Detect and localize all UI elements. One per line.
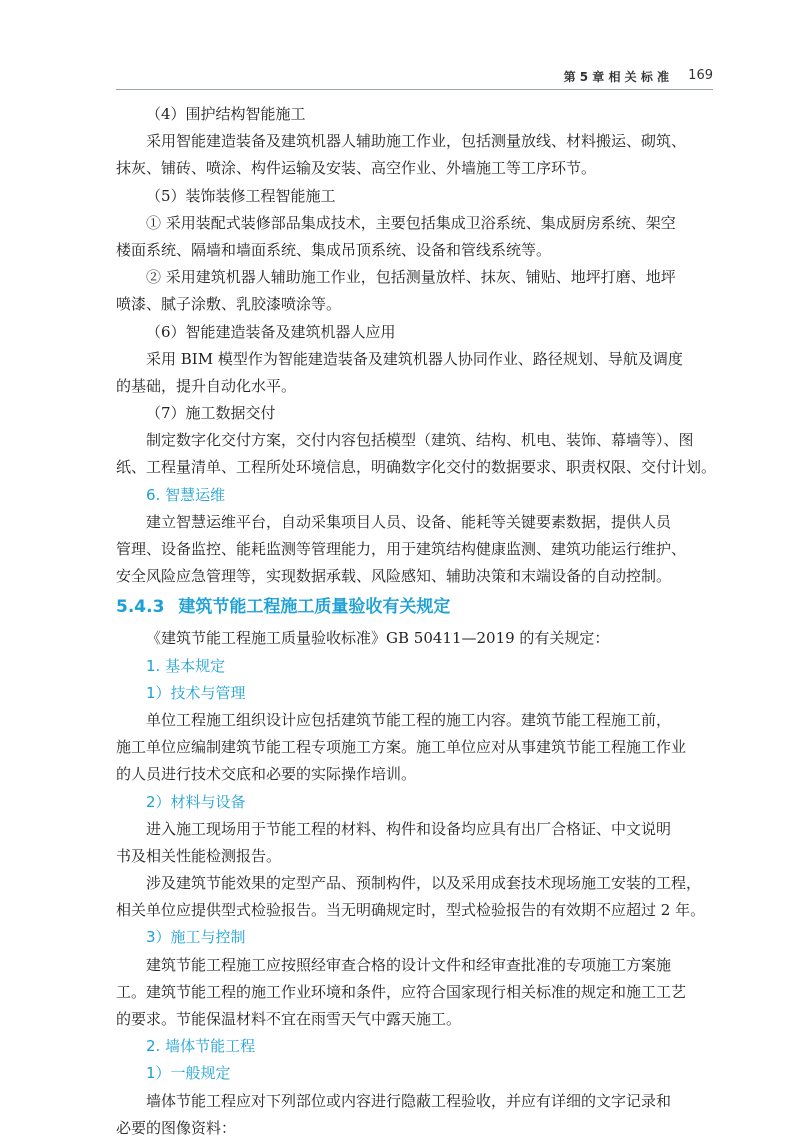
paragraph-line: （5）装饰装修工程智能施工 (146, 186, 336, 205)
paragraph-line: 抹灰、铺砖、喷涂、构件运输及安装、高空作业、外墙施工等工序环节。 (116, 159, 597, 178)
page-number: 169 (688, 68, 713, 83)
paragraph-line: 墙体节能工程应对下列部位或内容进行隐蔽工程验收，并应有详细的文字记录和 (146, 1091, 672, 1110)
paragraph-line: 相关单位应提供型式检验报告。当无明确规定时，型式检验报告的有效期不应超过 2 年。 (116, 901, 706, 920)
paragraph-line: ② 采用建筑机器人辅助施工作业，包括测量放样、抹灰、铺贴、地坪打磨、地坪 (146, 268, 676, 287)
subheading: 6. 智慧运维 (146, 485, 226, 504)
subheading: 1）一般规定 (146, 1064, 231, 1083)
text-block-upper (116, 101, 716, 590)
paragraph-line: 管理、设备监控、能耗监测等管理能力，用于建筑结构健康监测、建筑功能运行维护、 (116, 540, 687, 558)
section-number: 5.4.3 (116, 597, 165, 618)
paragraph-line: （7）施工数据交付 (146, 404, 276, 423)
header-rule (116, 89, 713, 90)
section-title: 建筑节能工程施工质量验收有关规定 (178, 597, 451, 618)
paragraph-line: ① 采用装配式装修部品集成技术，主要包括集成卫浴系统、集成厨房系统、架空 (146, 213, 676, 232)
paragraph-line: 建筑节能工程施工应按照经审查合格的设计文件和经审查批准的专项施工方案施 (146, 955, 672, 974)
paragraph-line: 建立智慧运维平台，自动采集项目人员、设备、能耗等关键要素数据，提供人员 (146, 512, 672, 531)
paragraph-line: 的基础，提升自动化水平。 (116, 376, 297, 395)
paragraph-line: 工。建筑节能工程的施工作业环境和条件，应符合国家现行相关标准的规定和施工工艺 (116, 982, 687, 1001)
subheading: 1. 基本规定 (146, 656, 226, 675)
paragraph-line: 喷漆、腻子涂敷、乳胶漆喷涂等。 (116, 295, 342, 314)
paragraph-line: （4）围护结构智能施工 (146, 105, 306, 123)
paragraph-line: 书及相关性能检测报告。 (116, 846, 282, 865)
paragraph-line: 制定数字化交付方案，交付内容包括模型（建筑、结构、机电、装饰、幕墙等）、图 (146, 431, 694, 450)
section-heading (116, 590, 716, 625)
paragraph-line: 单位工程施工组织设计应包括建筑节能工程的施工内容。建筑节能工程施工前， (146, 710, 672, 729)
paragraph-line: 采用 BIM 模型作为智能建造装备及建筑机器人协同作业、路径规划、导航及调度 (146, 349, 683, 368)
page-body (116, 101, 716, 1142)
subheading: 3）施工与控制 (146, 928, 246, 947)
paragraph-line: 必要的图像资料： (116, 1118, 237, 1137)
paragraph-line: 楼面系统、隔墙和墙面系统、集成吊顶系统、设备和管线系统等。 (116, 240, 552, 259)
subheading: 2）材料与设备 (146, 792, 246, 811)
paragraph-line: 涉及建筑节能效果的定型产品、预制构件，以及采用成套技术现场施工安装的工程， (146, 874, 702, 893)
paragraph-line: 的人员进行技术交底和必要的实际操作培训。 (116, 765, 417, 784)
paragraph-line: （6）智能建造装备及建筑机器人应用 (146, 322, 396, 341)
paragraph-line: 《建筑节能工程施工质量验收标准》GB 50411—2019 的有关规定： (146, 629, 610, 648)
text-block-lower (116, 625, 716, 1142)
paragraph-line: 的要求。节能保温材料不宜在雨雪天气中露天施工。 (116, 1010, 462, 1028)
page-header (116, 66, 713, 88)
subheading: 1）技术与管理 (146, 683, 246, 702)
paragraph-line: 进入施工现场用于节能工程的材料、构件和设备均应具有出厂合格证、中文说明 (146, 819, 672, 838)
paragraph-line: 纸、工程量清单、工程所处环境信息，明确数字化交付的数据要求、职责权限、交付计划。 (116, 458, 717, 477)
paragraph-line: 采用智能建造装备及建筑机器人辅助施工作业，包括测量放线、材料搬运、砌筑、 (146, 132, 687, 151)
paragraph-line: 施工单位应编制建筑节能工程专项施工方案。施工单位应对从事建筑节能工程施工作业 (116, 738, 687, 757)
paragraph-line: 安全风险应急管理等，实现数据承载、风险感知、辅助决策和末端设备的自动控制。 (116, 567, 672, 586)
subheading: 2. 墙体节能工程 (146, 1037, 256, 1056)
chapter-label: 第 5 章 相 关 标 准 (563, 70, 669, 84)
